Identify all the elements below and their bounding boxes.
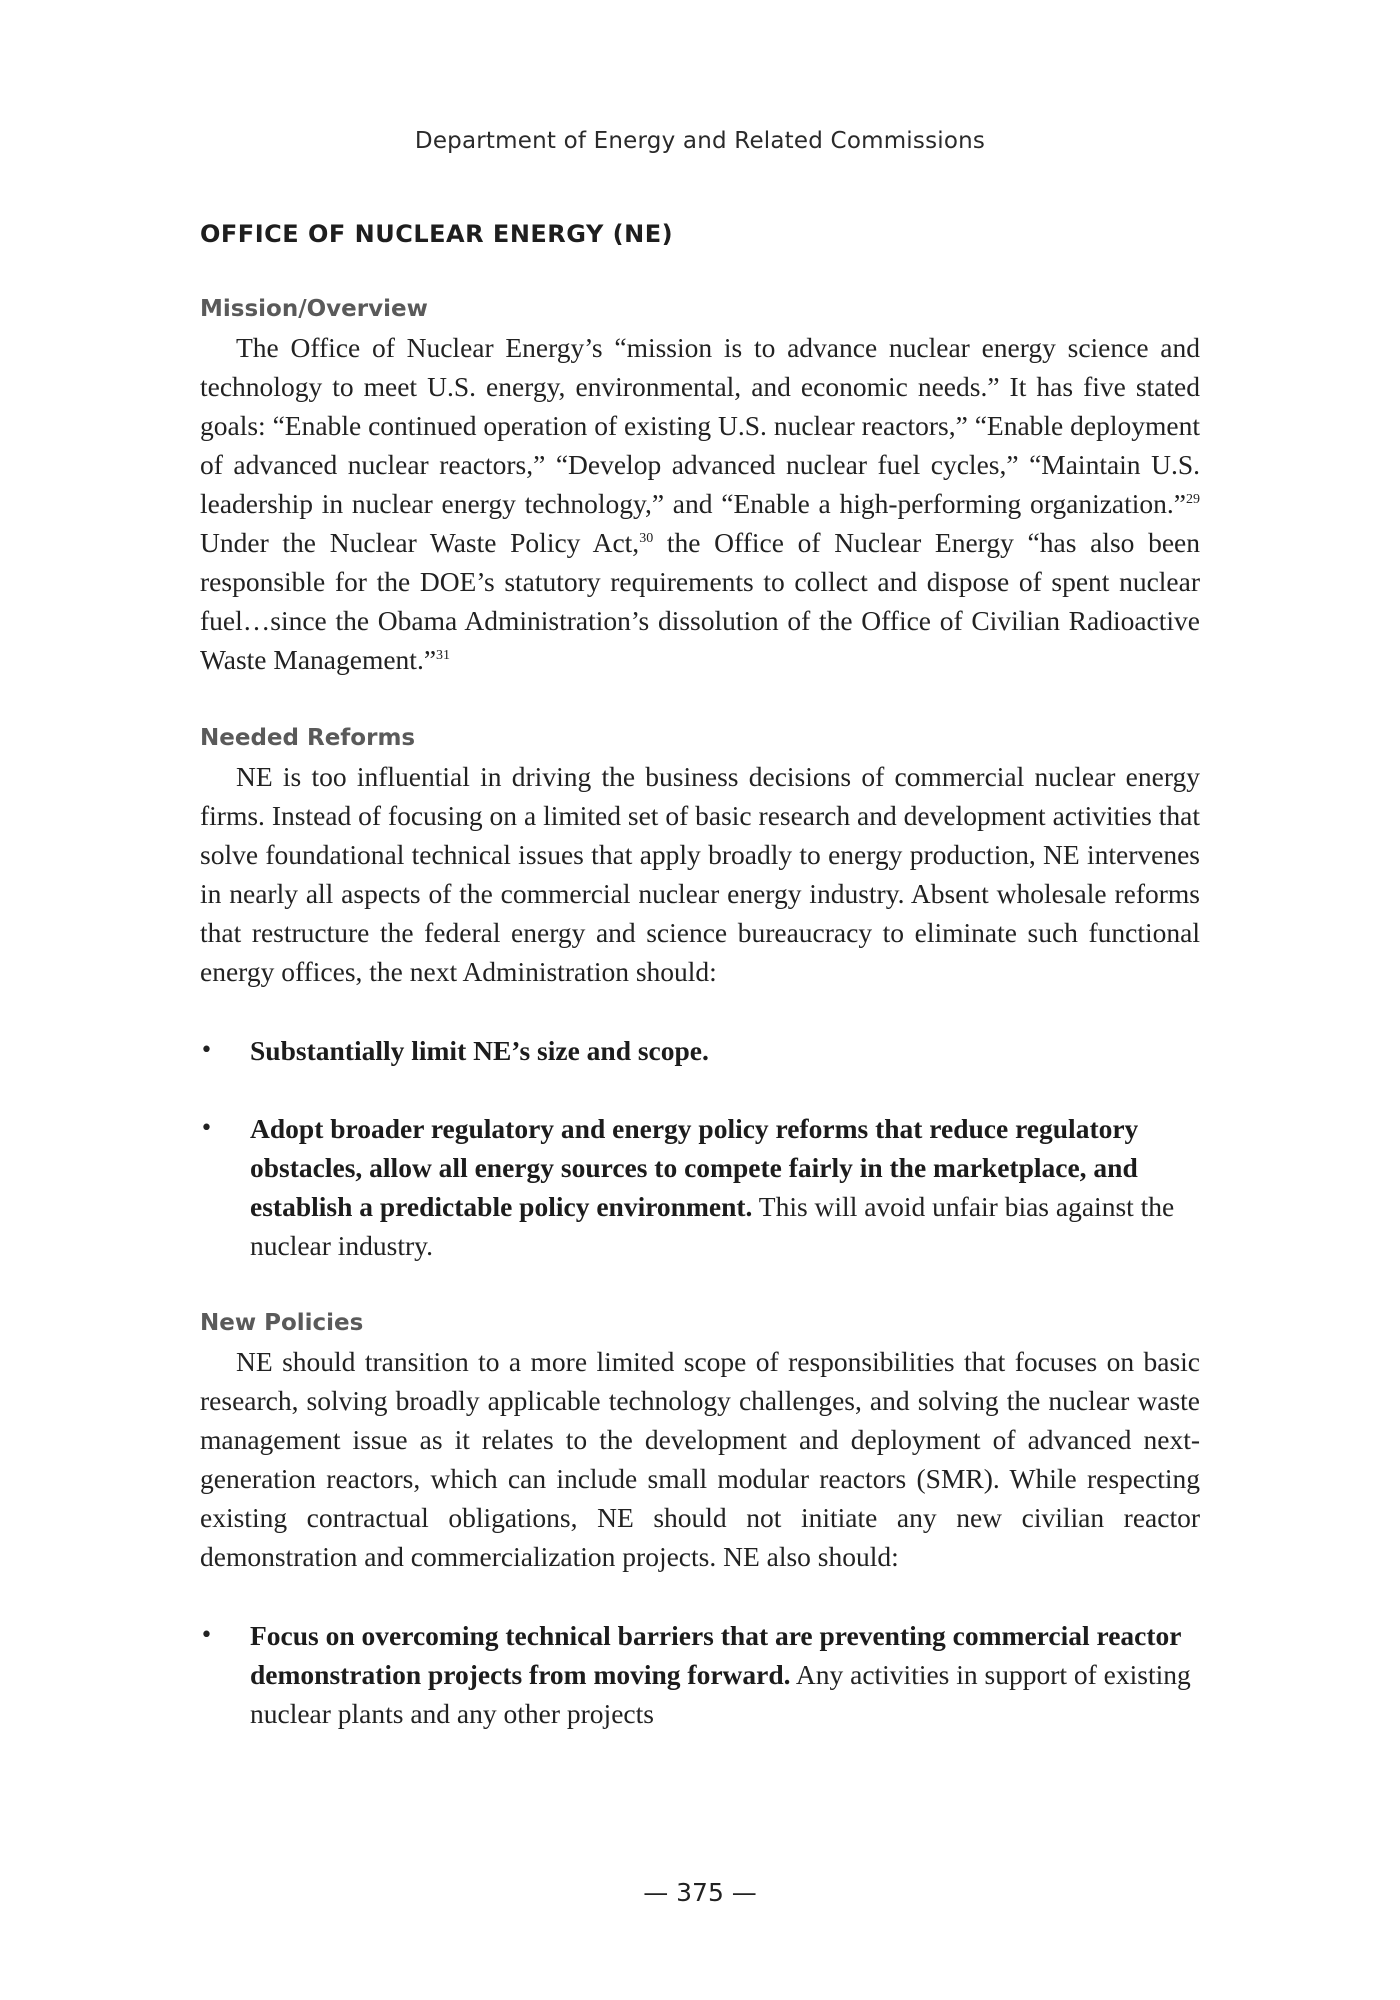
mission-text-part-2: Under the Nuclear Waste Policy Act, bbox=[200, 527, 640, 558]
reforms-paragraph: NE is too influential in driving the business decisions of commercial nuclear energy firms. Instead of focusing on a limited set of basic research and development activities that solve foundational technical issues that apply broadly to energy production, NE intervenes in nearly all aspects of the commercial nuclear energy industry. Absent wholesale reforms that restructure the federal energy and science bureaucracy to eliminate such functional energy offices, the next Administration should: bbox=[200, 761, 1200, 987]
bullet-bold-text: Adopt broader regulatory and energy policy reforms that reduce regulatory obstacles, allow all energy sources to compete fairly in the marketplace, and establish a predictable policy environment. bbox=[250, 1113, 1139, 1222]
mission-text-part-1: The Office of Nuclear Energy’s “mission is to advance nuclear energy science and technology to meet U.S. energy, environmental, and economic needs.” It has five stated goals: “Enable continued operation of existing U.S. nuclear reactors,” “Enable deployment of advanced nuclear reactors,” “Develop advanced nuclear fuel cycles,” “Maintain U.S. leadership in nuclear energy technology,” and “Enable a high-performing organization.” bbox=[200, 332, 1200, 519]
page-body bbox=[200, 212, 1200, 1772]
policies-heading: New Policies bbox=[200, 1310, 364, 1336]
bullet-icon: • bbox=[200, 1116, 213, 1141]
footnote-ref-30[interactable]: 30 bbox=[639, 531, 654, 546]
bullet-bold-text: Substantially limit NE’s size and scope. bbox=[250, 1035, 709, 1066]
policies-bullet-list bbox=[200, 1616, 1200, 1733]
running-head: Department of Energy and Related Commissions bbox=[414, 128, 986, 154]
list-item bbox=[200, 1616, 1200, 1733]
bullet-text: This will avoid unfair bias against the nuclear industry. bbox=[250, 1191, 1175, 1261]
mission-text-part-3: the Office of Nuclear Energy “has also been responsible for the DOE’s statutory requirements to collect and dispose of spent nuclear fuel…since the Obama Administration’s dissolution of the Office of Civilian Radioactive Waste Management.” bbox=[200, 527, 1201, 675]
list-item bbox=[200, 1109, 1200, 1265]
mission-paragraph bbox=[200, 328, 1200, 679]
section-title: OFFICE OF NUCLEAR ENERGY (NE) bbox=[200, 220, 674, 248]
bullet-icon: • bbox=[200, 1623, 213, 1648]
footnote-ref-29[interactable]: 29 bbox=[1186, 492, 1200, 507]
bullet-icon: • bbox=[200, 1038, 213, 1063]
list-item bbox=[200, 1031, 1200, 1070]
bullet-bold-text: Focus on overcoming technical barriers that are preventing commercial reactor demonstration projects from moving forward. bbox=[250, 1620, 1181, 1690]
reforms-heading: Needed Reforms bbox=[200, 725, 416, 751]
bullet-text: Any activities in support of existing nuclear plants and any other projects bbox=[250, 1659, 1191, 1729]
policies-paragraph: NE should transition to a more limited scope of responsibilities that focuses on basic research, solving broadly applicable technology challenges, and solving the nuclear waste management issue as it relates to the development and deployment of advanced next-generation reactors, which can include small modular reactors (SMR). While respecting existing contractual obligations, NE should not initiate any new civilian reactor demonstration and commercialization projects. NE also should: bbox=[200, 1346, 1200, 1572]
page-number: — 375 — bbox=[643, 1878, 757, 1907]
reforms-bullet-list bbox=[200, 1031, 1200, 1265]
mission-heading: Mission/Overview bbox=[200, 296, 428, 322]
footnote-ref-31[interactable]: 31 bbox=[436, 648, 451, 663]
